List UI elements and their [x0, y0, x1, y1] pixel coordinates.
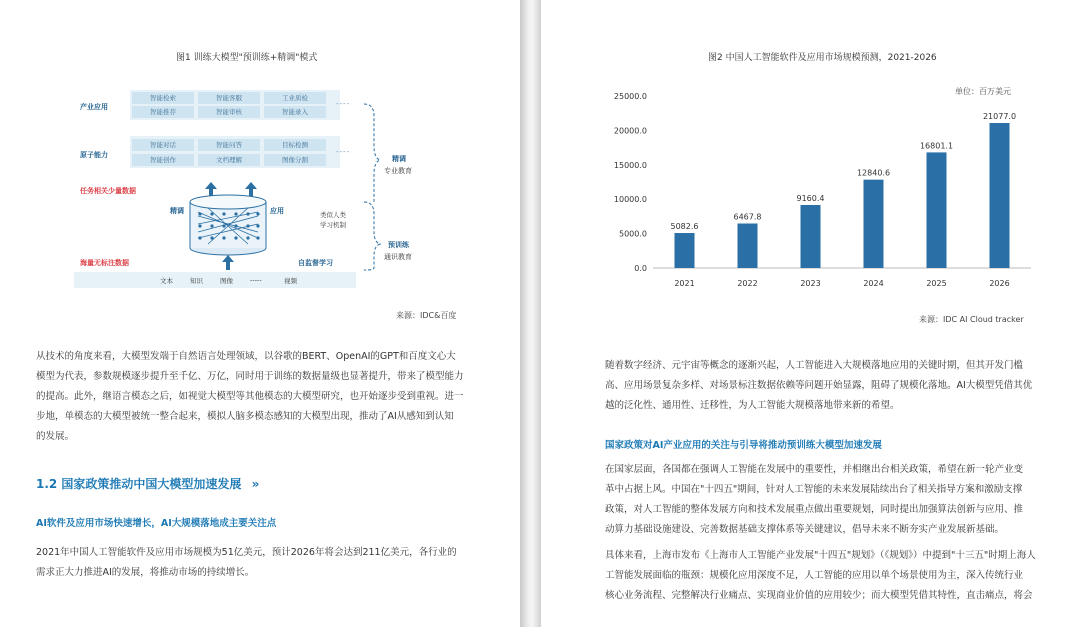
bar	[927, 152, 947, 268]
figure2-title: 图2 中国人工智能软件及应用市场规模预测，2021-2026	[708, 53, 937, 63]
y-tick-label: 25000.0	[613, 92, 647, 101]
figure2-source: 来源：IDC AI Cloud tracker	[919, 315, 1024, 324]
market-size-bar-chart	[601, 88, 1041, 298]
input-knowledge: 知识	[190, 277, 203, 285]
input-image: 图像	[220, 277, 233, 285]
finetune-side-sub: 专业教育	[384, 167, 412, 175]
arrow-up-bottom-icon	[222, 255, 234, 262]
bar-value-label: 6467.8	[733, 212, 762, 222]
section-title-text: 1.2 国家政策推动中国大模型加速发展	[36, 477, 242, 491]
pretrain-finetune-diagram	[74, 82, 356, 290]
brace-icon	[362, 102, 382, 272]
pretrain-side-title: 预训练	[388, 241, 409, 249]
y-tick-label: 5000.0	[619, 229, 647, 239]
industry-ellipsis: ----	[336, 100, 351, 108]
y-tick-label: 0.0	[634, 264, 647, 273]
para-line: 模型为代表，参数规模逐步提升至千亿、万亿，同时用于训练的数据量级也显著提升，带来了模型能力	[36, 371, 464, 382]
right-paragraph-2	[605, 460, 1023, 540]
cell-object-detection: 目标检测	[264, 139, 326, 151]
bar	[801, 205, 821, 268]
para-line: 工智能发展面临的瓶颈：规模化应用深度不足，人工智能的应用以单个场景使用为主，深入传统行业	[605, 570, 1024, 581]
bar-value-label: 5082.6	[670, 222, 699, 232]
cell-smart-search: 智能检索	[132, 92, 194, 104]
bar-value-label: 12840.6	[856, 168, 891, 178]
cell-smart-service: 智能客服	[198, 92, 260, 104]
right-paragraph-3	[605, 546, 1036, 606]
chart-unit-label: 单位：百万美元	[955, 87, 1011, 96]
right-subhead: 国家政策对AI产业应用的关注与引导将推动预训练大模型加速发展	[605, 440, 882, 451]
pretrain-side-sub: 通识教育	[384, 253, 412, 261]
atomic-row-label: 原子能力	[80, 151, 108, 159]
bar-value-label: 9160.4	[796, 193, 825, 203]
chevron-right-icon: »	[251, 477, 260, 491]
cell-industrial-inspection: 工业质检	[264, 92, 326, 104]
left-subhead: AI软件及应用市场快速增长，AI大规模落地成主要关注点	[36, 518, 277, 529]
cell-smart-recommend: 智能推荐	[132, 106, 194, 118]
para-line: 的发展。	[36, 431, 75, 442]
left-paragraph-1	[36, 347, 464, 447]
cell-smart-dialog: 智能对话	[132, 139, 194, 151]
x-tick-label: 2022	[737, 279, 758, 288]
left-page	[0, 0, 520, 627]
cell-image-segmentation: 图像分割	[264, 154, 326, 166]
page-gutter	[520, 0, 541, 627]
self-supervised-label: 自监督学习	[298, 259, 333, 267]
y-tick-label: 20000.0	[613, 126, 647, 136]
task-data-label: 任务相关少量数据	[80, 187, 136, 195]
cell-smart-review: 智能审核	[198, 106, 260, 118]
bar	[738, 224, 758, 268]
input-text: 文本	[160, 277, 173, 285]
input-row-bg	[74, 272, 356, 288]
para-line: 从技术的角度来看，大模型发端于自然语言处理领域，以谷歌的BERT、OpenAI的GPT和百度文心大	[36, 351, 456, 362]
arrow-up-left-icon	[205, 182, 217, 189]
cell-smart-qa: 智能问答	[198, 139, 260, 151]
para-line: 的提高。此外，继语言模态之后，如视觉大模型等其他模态的大模型研究，也开始逐步受到重视。进一	[36, 391, 464, 402]
industry-row-label: 产业应用	[80, 103, 108, 111]
arrow-up-right-icon	[245, 182, 257, 189]
massive-data-label: 海量无标注数据	[80, 259, 129, 267]
figure1-source: 来源：IDC&百度	[396, 311, 457, 320]
para-line: 在国家层面，各国都在强调人工智能在发展中的重要性，并相继出台相关政策，希望在新一轮产业变	[605, 464, 1024, 475]
left-paragraph-2	[36, 543, 457, 583]
para-line: 政策，对人工智能的整体发展方向和技术发展重点做出重要规划，同时提出加强算法创新与应用、推	[605, 504, 1024, 515]
cell-smart-entry: 智能录入	[264, 106, 326, 118]
para-line: 高、应用场景复杂多样、对场景标注数据依赖等问题开始显露，阻碍了规模化落地。AI大模型凭借其优	[605, 380, 1033, 391]
x-tick-label: 2023	[800, 279, 821, 288]
bar-value-label: 21077.0	[982, 111, 1017, 121]
x-tick-label: 2026	[989, 279, 1010, 288]
cell-doc-understanding: 文档理解	[198, 154, 260, 166]
section-title	[36, 475, 259, 492]
y-tick-label: 15000.0	[613, 160, 647, 170]
input-video: 视频	[284, 277, 297, 285]
para-line: 革中占据上风。中国在"十四五"期间，针对人工智能的未来发展陆续出台了相关指导方案和激励支撑	[605, 484, 1023, 495]
para-line: 步地，单模态的大模型被统一整合起来，模拟人脑多模态感知的大模型出现，推动了AI从感知到认知	[36, 411, 454, 422]
x-tick-label: 2024	[863, 279, 884, 288]
y-tick-label: 10000.0	[613, 195, 647, 205]
para-line: 动算力基础设施建设、完善数据基础支撑体系等关键建议，倡导未来不断夯实产业发展新基础。	[605, 524, 1005, 535]
para-line: 随着数字经济、元宇宙等概念的逐渐兴起，人工智能进入大规模落地应用的关键时期，但其开发门槛	[605, 360, 1024, 371]
finetune-side-title: 精调	[392, 155, 406, 163]
arrow-up-bottom-stem	[226, 262, 230, 270]
bar	[990, 123, 1010, 268]
finetune-label: 精调	[170, 207, 184, 215]
apply-label: 应用	[270, 207, 284, 215]
para-line: 具体来看，上海市发布《上海市人工智能产业发展"十四五"规划》（《规划》）中提到"十三五"时期上海人	[605, 550, 1036, 561]
right-paragraph-1	[605, 356, 1032, 416]
human-like-label: 类似人类 学习机制	[320, 211, 346, 229]
para-line: 核心业务流程、完整解决行业痛点、实现商业价值的应用较少；而大模型凭借其特性，直击痛点，将会	[605, 590, 1033, 601]
bar	[864, 180, 884, 268]
input-ellipsis: -----	[250, 276, 262, 284]
model-cylinder-icon	[188, 194, 268, 256]
cell-smart-creation: 智能创作	[132, 154, 194, 166]
bar	[675, 233, 695, 268]
para-line: 需求正大力推进AI的发展，将推动市场的持续增长。	[36, 567, 255, 578]
figure1-title: 图1 训练大模型"预训练+精调"模式	[176, 53, 318, 63]
right-page	[541, 0, 1080, 627]
bar-value-label: 16801.1	[919, 141, 954, 151]
para-line: 2021年中国人工智能软件及应用市场规模为51亿美元，预计2026年将会达到211亿美元，各行业的	[36, 547, 457, 558]
x-tick-label: 2025	[926, 279, 947, 288]
para-line: 越的泛化性、通用性、迁移性，为人工智能大规模落地带来新的希望。	[605, 400, 900, 411]
x-tick-label: 2021	[674, 279, 695, 288]
atomic-ellipsis: ----	[336, 148, 351, 156]
